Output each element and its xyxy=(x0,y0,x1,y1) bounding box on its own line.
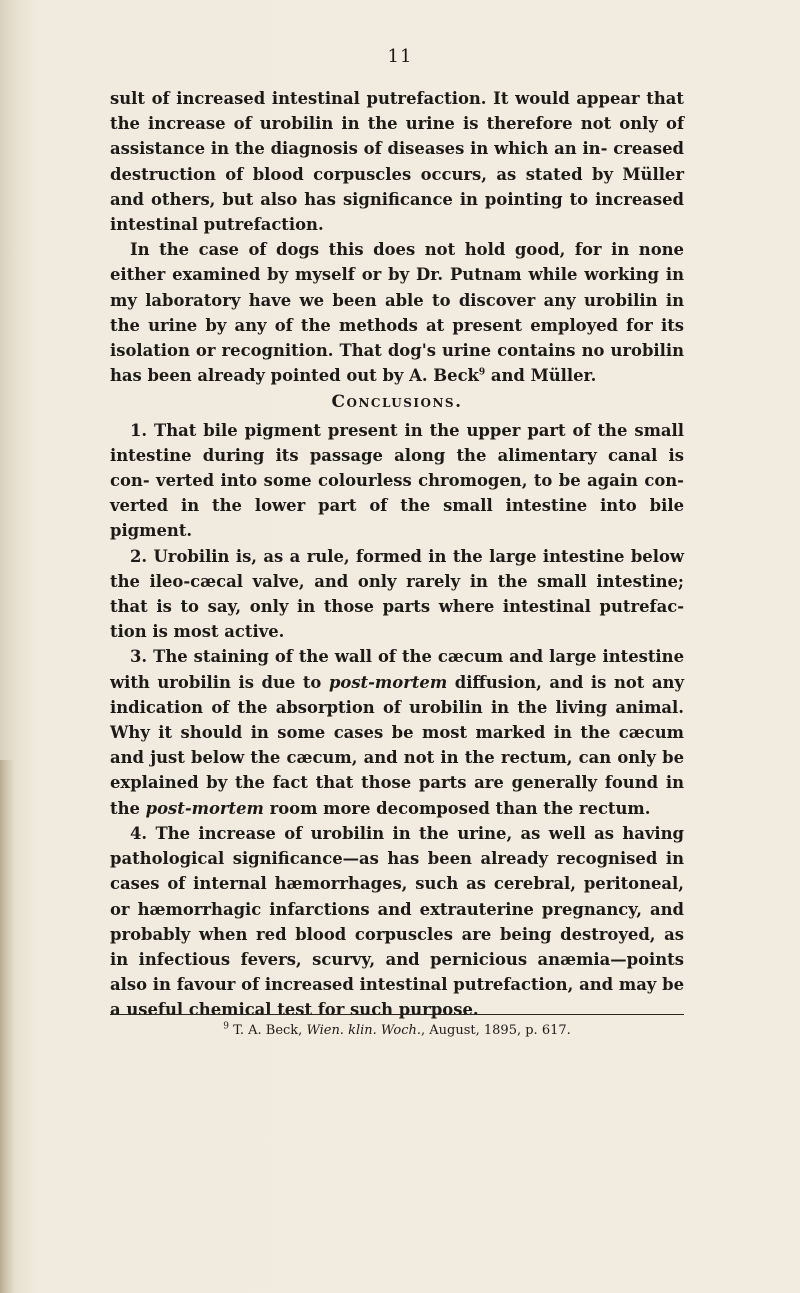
conclusion-1: 1. That bile pigment present in the upper part of the small intestine during its passage along the alimentary canal is con- verted into some colourless chromogen, to be again con- verted in the lower part of the small intestine into bile pigment. xyxy=(110,420,684,541)
footnote-ref: 9 xyxy=(478,367,486,378)
section-heading: Conclusions. xyxy=(331,392,463,413)
footnote-rest: , August, 1895, p. 617. xyxy=(421,1023,571,1038)
page-edge-shadow xyxy=(0,760,14,1293)
footnote-mark: 9 xyxy=(223,1021,229,1032)
paragraph-2 xyxy=(110,237,684,388)
conclusion-4: 4. The increase of urobilin in the urine, as well as having pathological significance—as has been already recognised in cases of internal hæmorrhages, such as cerebral, peritoneal, or hæmorrhagic infarctions and extrauterine pregnancy, and probably when red blood corpuscles are being destroyed, as in infectious fevers, scurvy, and pernicious anæmia—points also in favour of increased intestinal putrefaction, and may be a useful chemical test for such purpose. xyxy=(110,823,684,1020)
conclusion-3-part-a: 3. The staining of the wall of the cæcum and large intestine with urobilin is due to xyxy=(110,647,684,692)
conclusion-3-italic-2: post-mortem xyxy=(145,798,264,818)
paragraph-2-text: In the case of dogs this does not hold good, for in none either examined by myself or by Dr. Putnam while working in my laboratory have we been able to discover any urobilin in the urine by any of the methods at present employed for its isolation or recognition. That dog's urine contains no urobilin has been already pointed out by A. Beck xyxy=(110,240,684,386)
conclusion-2: 2. Urobilin is, as a rule, formed in the large intestine below the ileo-cæcal valve, and only rarely in the small intestine; that is to say, only in those parts where intestinal putrefac- tion is most active. xyxy=(110,546,684,642)
footnote xyxy=(110,1022,684,1040)
footnote-rule xyxy=(110,1014,684,1015)
footnote-journal: Wien. klin. Woch. xyxy=(306,1023,421,1038)
body-text xyxy=(110,86,684,1023)
paragraph-1: sult of increased intestinal putrefaction. It would appear that the increase of urobilin in the urine is therefore not only of assistance in the diagnosis of diseases in which an in- creased destruction of blood corpuscles occurs, as stated by Müller and others, but also has significance in pointing to increased intestinal putrefaction. xyxy=(110,89,684,235)
conclusion-3-part-c: diffusion, and is not any indication of the absorption of urobilin in the living animal. Why it should in some cases be most marked in the cæcum and just below the cæcum, and not in the rectum, can only be explained by the fact that those parts are generally found in the xyxy=(110,672,684,818)
page-number: 11 xyxy=(387,46,413,67)
footnote-author: T. A. Beck, xyxy=(228,1023,307,1038)
conclusion-3-italic-1: post-mortem xyxy=(328,672,448,692)
conclusion-3 xyxy=(110,644,684,820)
paragraph-2-tail: and Müller. xyxy=(485,366,597,386)
conclusion-3-part-e: room more decomposed than the rectum. xyxy=(263,798,651,818)
